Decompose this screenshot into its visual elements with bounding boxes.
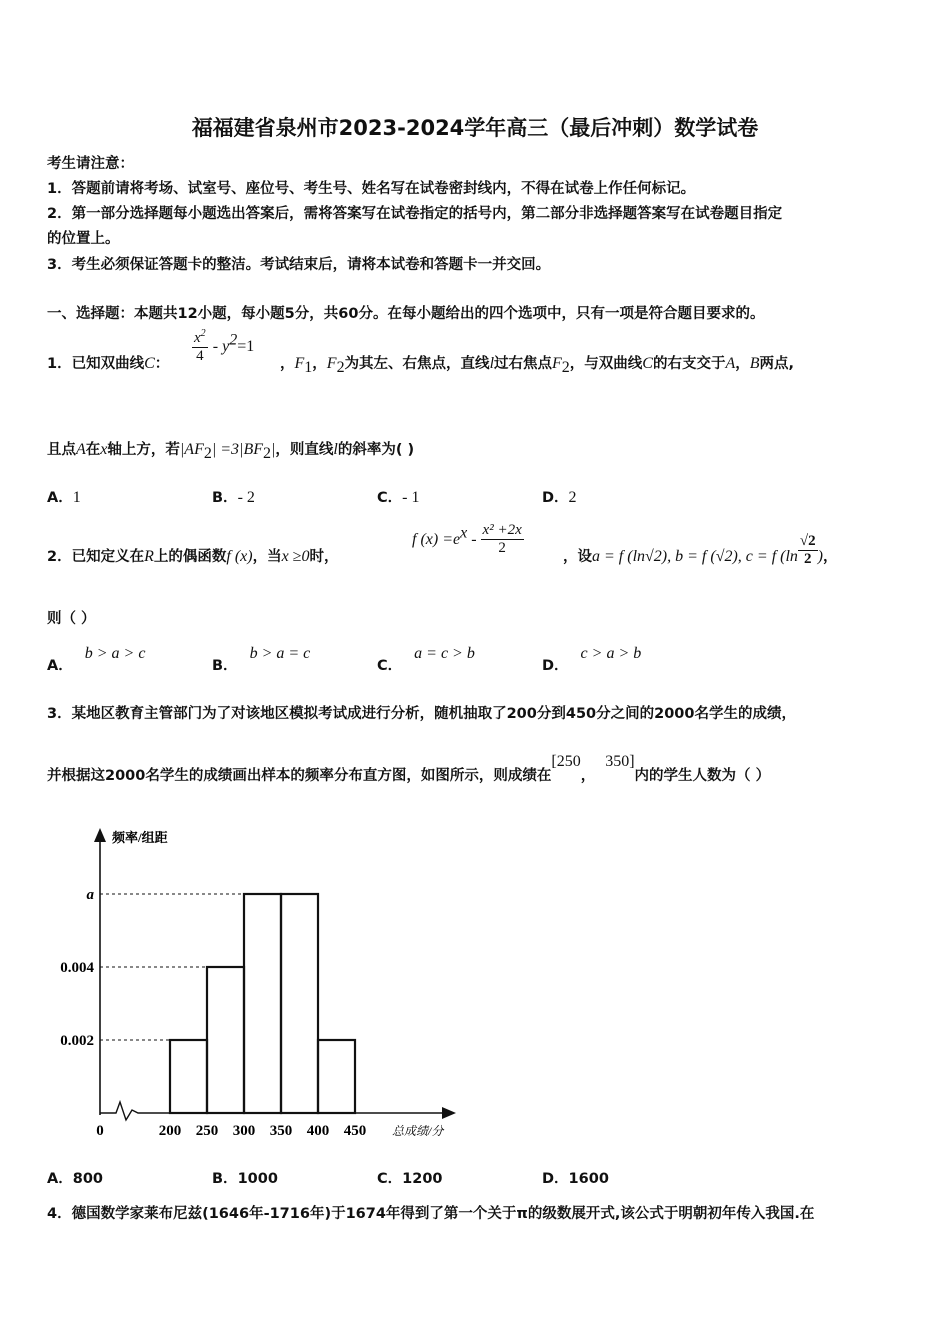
- x-tick-label: 350: [269, 1123, 293, 1139]
- q2-option-a[interactable]: A．b > a > c: [47, 645, 146, 674]
- origin-label: 0: [96, 1123, 104, 1139]
- q2-function-def: f $(x) =e^x$ - $\frac{\text{x² +2x}}{2}$: [412, 522, 522, 556]
- histogram-bar: [207, 967, 244, 1113]
- q1-option-d[interactable]: D．2: [542, 489, 577, 506]
- y-axis-arrow: [94, 828, 106, 842]
- q2-then: 则（ ）: [47, 611, 96, 627]
- x-axis-title: 总成绩/分: [392, 1124, 444, 1138]
- histogram-bar: [281, 894, 318, 1113]
- q3-option-d[interactable]: D．1600: [542, 1171, 609, 1187]
- q2-option-c[interactable]: C．a = c > b: [377, 645, 475, 674]
- section-heading: 一、选择题：本题共12小题，每小题5分，共60分。在每小题给出的四个选项中，只有一项是符合题目要求的。: [47, 306, 765, 322]
- q3-option-b[interactable]: B．1000: [212, 1171, 278, 1187]
- q2-option-b[interactable]: B．b > a = c: [212, 645, 311, 674]
- q3-option-c[interactable]: C．1200: [377, 1171, 443, 1187]
- notice-item: 1．答题前请将考场、试室号、座位号、考生号、姓名写在试卷密封线内，不得在试卷上作任何标记。: [47, 181, 696, 197]
- x-axis-break: [100, 1102, 170, 1120]
- histogram-chart: [40, 820, 470, 1150]
- histogram-bar: [244, 894, 281, 1113]
- page-title: 福福建省泉州市2023-2024学年高三（最后冲刺）数学试卷: [191, 116, 759, 140]
- q2-compare: ，设a = f (ln√2), b = f (√2), c = f (ln $\frac{√2}{2}$ )，: [563, 532, 838, 567]
- q1-hyperbola-eq: $\frac{x^2}{4}$ - $y^2=1$: [194, 328, 255, 364]
- q2-option-d[interactable]: D．c > a > b: [542, 645, 642, 674]
- x-tick-label: 200: [158, 1123, 182, 1139]
- y-axis-title: 频率/组距: [112, 830, 168, 845]
- x-tick-label: 400: [306, 1123, 330, 1139]
- notice-item: 3．考生必须保证答题卡的整洁。考试结束后，请将本试卷和答题卡一并交回。: [47, 257, 551, 273]
- q3-option-a[interactable]: A．800: [47, 1171, 104, 1187]
- x-tick-label: 450: [343, 1123, 367, 1139]
- q1-stem-cont: ，$F_1$，$F_2$为其左、右焦点，直线l过右焦点$F_2$，与双曲线C的右支交于A，B两点,: [280, 355, 795, 376]
- notice-heading: 考生请注意：: [47, 156, 134, 172]
- q3-stem-line2: 并根据这2000名学生的成绩画出样本的频率分布直方图，如图所示，则成绩在[250，350]内的学生人数为（ ）: [47, 753, 771, 784]
- q1-option-b[interactable]: B．- 2: [212, 489, 255, 506]
- q1-option-a[interactable]: A．1: [47, 489, 81, 506]
- q3-stem-line1: 3．某地区教育主管部门为了对该地区模拟考试成进行分析，随机抽取了200分到450分之间的2000名学生的成绩，: [47, 706, 796, 722]
- x-tick-label: 300: [232, 1123, 256, 1139]
- histogram-bar: [170, 1040, 207, 1113]
- notice-item: 2．第一部分选择题每小题选出答案后，需将答案写在试卷指定的括号内，第二部分非选择题答案写在试卷题目指定: [47, 206, 783, 222]
- histogram-bar: [318, 1040, 355, 1113]
- q1-option-c[interactable]: C．- 1: [377, 489, 420, 506]
- q4-stem-line1: 4．德国数学家莱布尼兹(1646年-1716年)于1674年得到了第一个关于π的级数展开式,该公式于明朝初年传入我国.在: [47, 1206, 815, 1222]
- x-tick-label: 250: [195, 1123, 219, 1139]
- x-axis-arrow: [442, 1107, 456, 1119]
- q1-stem-line2: 且点A在x轴上方，若$|AF_2| =3|BF_2|$，则直线l的斜率为( ): [47, 441, 415, 462]
- notice-item: 的位置上。: [47, 231, 120, 247]
- y-tick-label: 0.002: [60, 1033, 94, 1049]
- y-tick-label: 0.004: [60, 960, 94, 976]
- y-tick-label: a: [86, 887, 94, 903]
- q1-stem: 1．已知双曲线C：: [47, 355, 170, 372]
- q2-stem: 2．已知定义在R上的偶函数f (x)，当x ≥0时，: [47, 548, 339, 565]
